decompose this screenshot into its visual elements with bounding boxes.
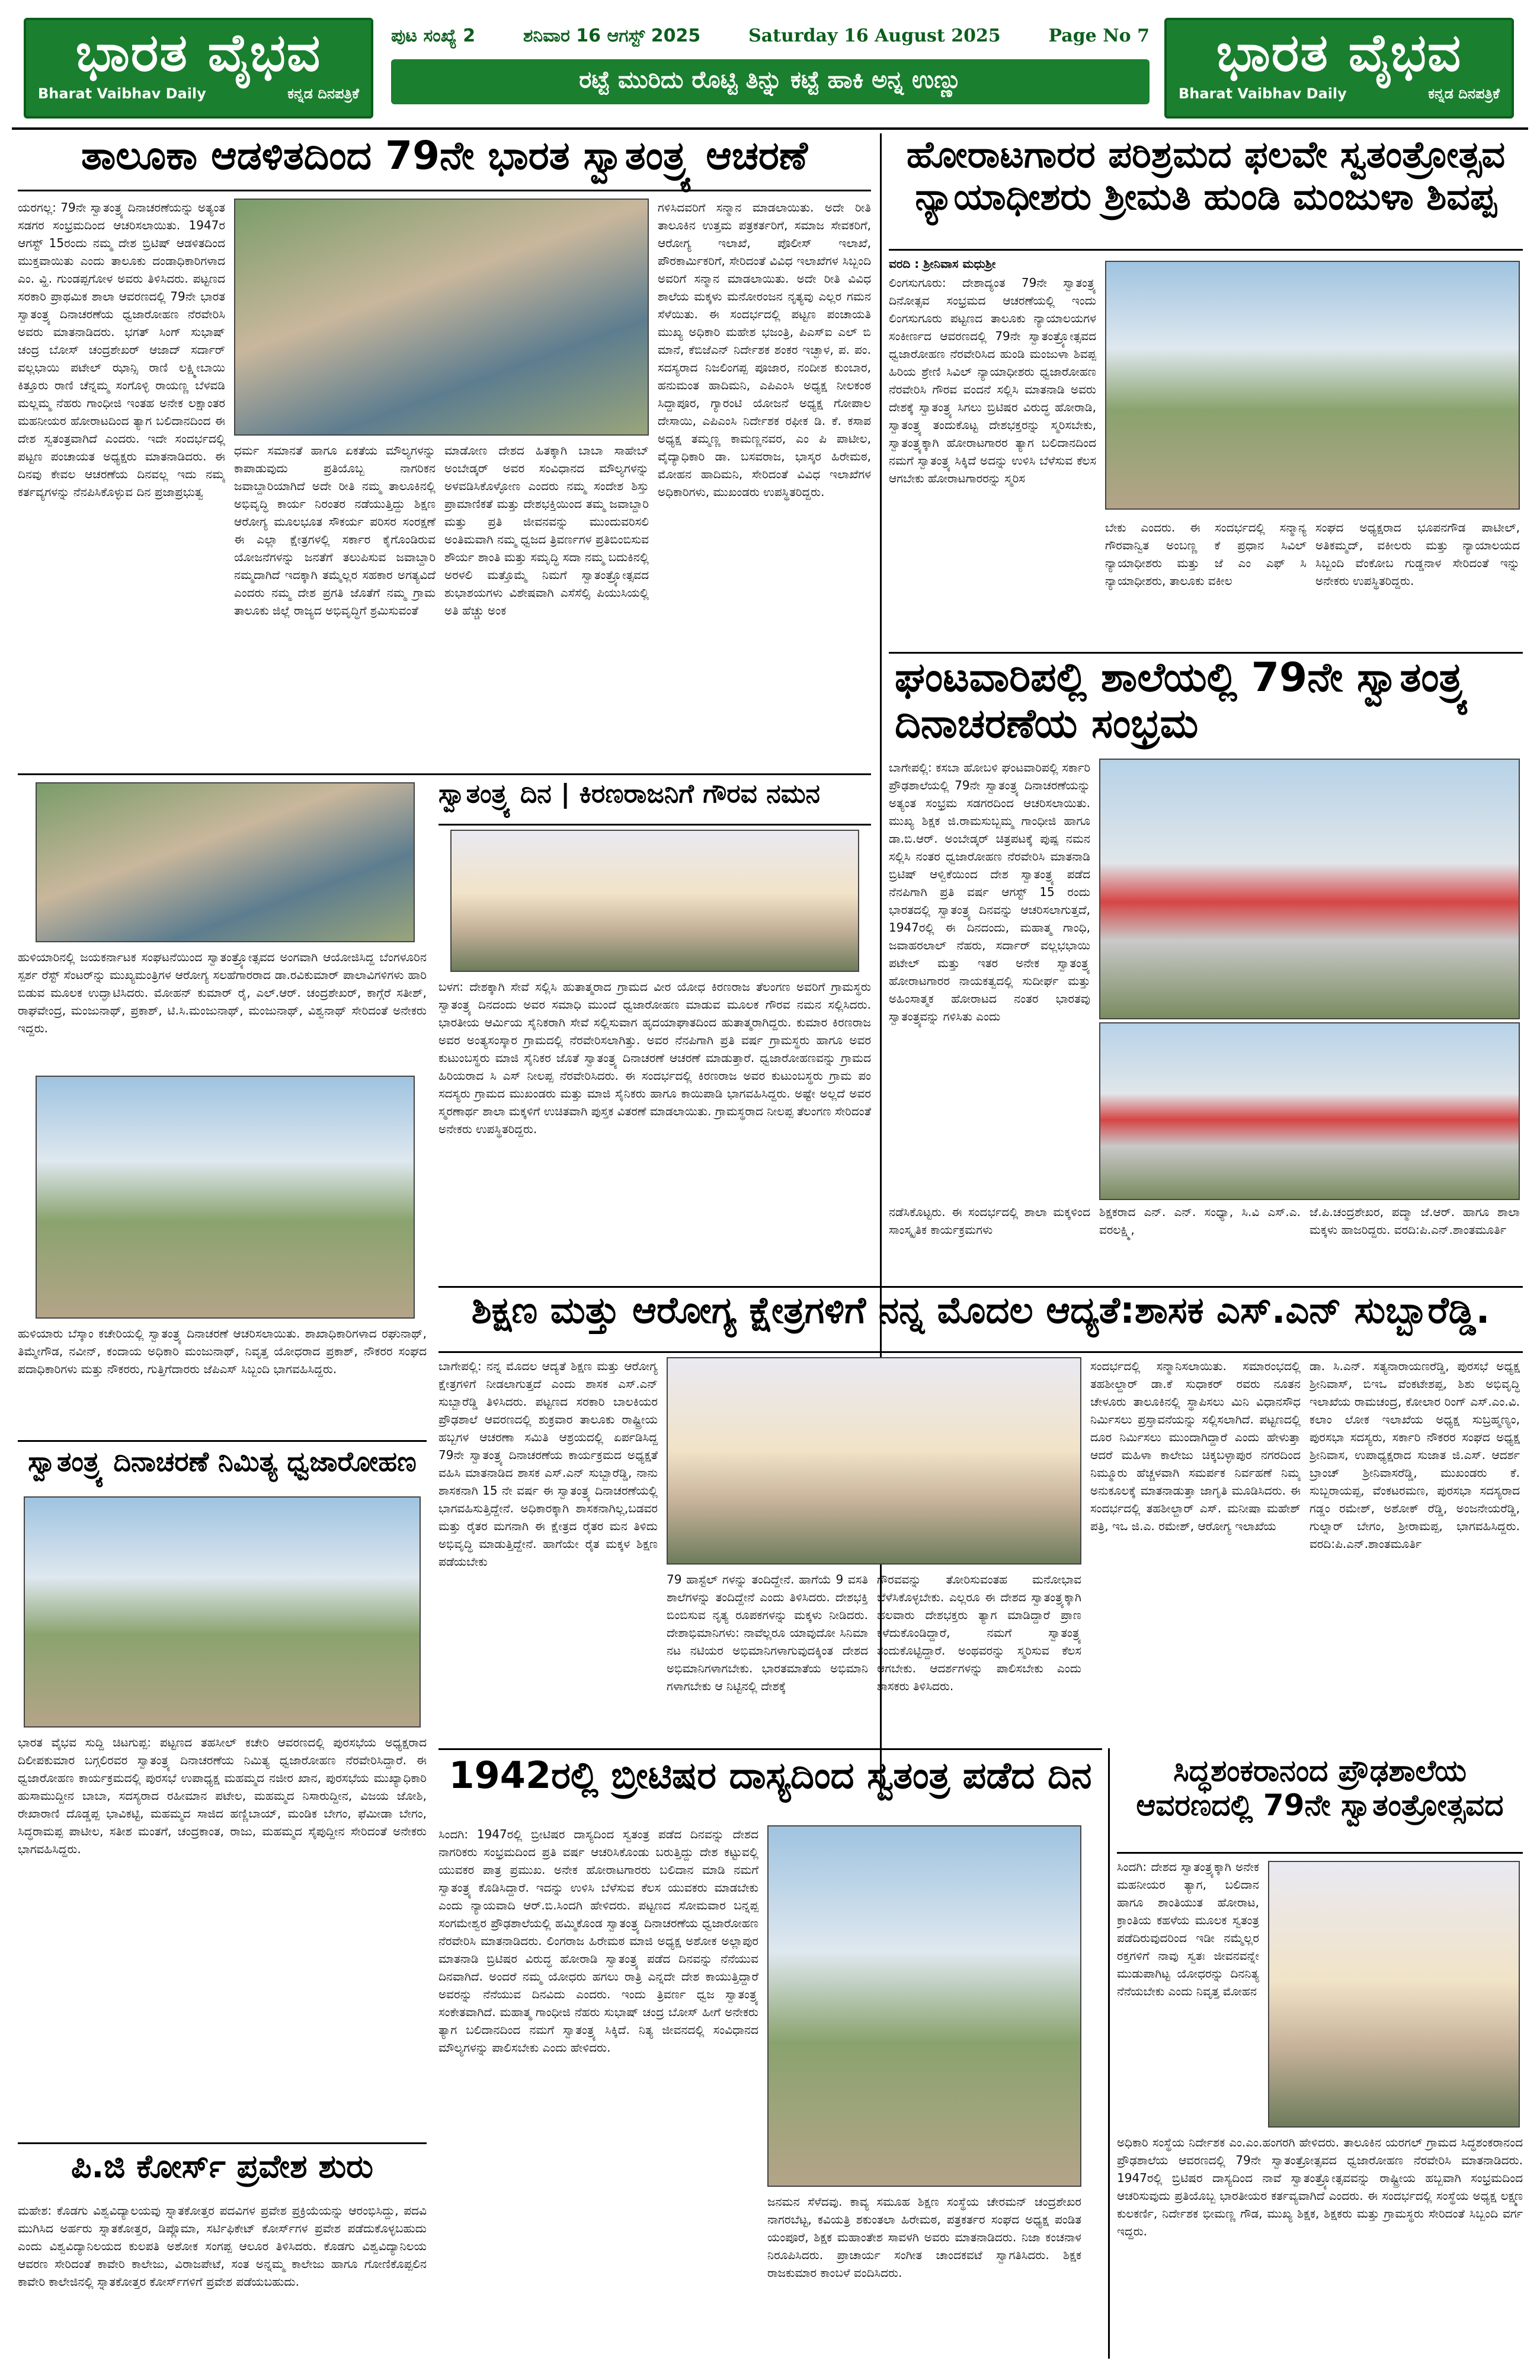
judge-col1: ಲಿಂಗಸುಗೂರು: ದೇಶಾದ್ಯಂತ 79ನೇ ಸ್ವಾತಂತ್ರ್ಯ ದಿನೋತ್ಸವ ಸಂಭ್ರಮದ ಆಚರಣೆಯಲ್ಲಿ ಇಂದು ಲಿಂಗಸುಗೂರು ಪಟ್ಟಣದ ತಾಲೂಕು ನ್ಯಾಯಾಲಯಗಳ ಸಂಕೀರ್ಣದ ಆವರಣದಲ್ಲಿ 79ನೇ ಸ್ವಾತಂತ್ರ್ಯೋತ್ಸವದ ಧ್ವಜಾರೋಹಣ ನೆರವೇರಿಸಿದ ಹುಂಡಿ ಮಂಜುಳಾ ಶಿವಪ್ಪ ಹಿರಿಯ ಶ್ರೇಣಿ ಸಿವಿಲ್ ನ್ಯಾಯಾಧೀಶರು ಧ್ವಜಾರೋಹಣ ನೆರವೇರಿಸಿ ಗೌರವ ವಂದನೆ ಸಲ್ಲಿಸಿ ಮಾತನಾಡಿ ಅವರು ದೇಶಕ್ಕೆ ಸ್ವಾತಂತ್ರ್ಯ ಸಿಗಲು ಬ್ರಿಟಿಷರ ವಿರುದ್ಧ ಹೋರಾಡಿ, ಸ್ವಾತಂತ್ರ್ಯ ತಂದುಕೊಟ್ಟ ದೇಶಭಕ್ತರನ್ನು ಸ್ಮರಿಸಬೇಕು, ಸ್ವಾತಂತ್ರ್ಯಕ್ಕಾಗಿ ಹೋರಾಟಗಾರರ ತ್ಯಾಗ ಬಲಿದಾನದಿಂದ ನಮಗೆ ಸ್ವಾತಂತ್ರ್ಯ ಸಿಕ್ಕಿದೆ ಅದನ್ನು ಉಳಿಸಿ ಬೆಳೆಸುವ ಕೆಲಸ ಆಗಬೇಕು ಹೋರಾಟಗಾರರನ್ನು ಸ್ಮರಿಸ	[889, 276, 1096, 485]
ghanta-rule-top	[889, 652, 1523, 654]
column-divider-2	[1108, 1748, 1110, 2359]
date-kannada: ಶನಿವಾರ 16 ಆಗಸ್ಟ್ 2025	[523, 25, 701, 46]
subbareddy-headline: ಶಿಕ್ಷಣ ಮತ್ತು ಆರೋಗ್ಯ ಕ್ಷೇತ್ರಗಳಿಗೆ ನನ್ನ ಮೊದಲ ಆದ್ಯತೆ:ಶಾಸಕ ಎಸ್.ಎನ್ ಸುಬ್ಬಾರೆಡ್ಡಿ.	[471, 1288, 1490, 1332]
subbareddy-col1: ಬಾಗೇಪಲ್ಲಿ: ನನ್ನ ಮೊದಲ ಆದ್ಯತೆ ಶಿಕ್ಷಣ ಮತ್ತು ಆರೋಗ್ಯ ಕ್ಷೇತ್ರಗಳಿಗೆ ನೀಡಲಾಗುತ್ತದೆ ಎಂದು ಶಾಸಕ ಎಸ್.ಎನ್ ಸುಬ್ಬಾರೆಡ್ಡಿ ತಿಳಿಸಿದರು. ಪಟ್ಟಣದ ಸರಕಾರಿ ಬಾಲಕಿಯರ ಪ್ರೌಢಶಾಲೆ ಆವರಣದಲ್ಲಿ ಶುಕ್ರವಾರ ತಾಲೂಕು ರಾಷ್ಟ್ರೀಯ ಹಬ್ಬಗಳ ಆಚರಣಾ ಸಮಿತಿ ಆಶ್ರಯದಲ್ಲಿ ಏರ್ಪಡಿಸಿದ್ದ 79ನೇ ಸ್ವಾತಂತ್ರ್ಯ ದಿನಾಚರಣೆಯ ಕಾರ್ಯಕ್ರಮದ ಅಧ್ಯಕ್ಷತೆ ವಹಿಸಿ ಮಾತನಾಡಿದ ಶಾಸಕ ಎಸ್.ಎನ್ ಸುಬ್ಬಾರೆಡ್ಡಿ, ನಾನು ಶಾಸಕನಾಗಿ 15 ನೇ ವರ್ಷ ಈ ಸ್ವಾತಂತ್ರ್ಯ ದಿನಾಚರಣೆಯಲ್ಲಿ ಭಾಗವಹಿಸುತ್ತಿದ್ದೇನೆ. ಅಧಿಕಾರಕ್ಕಾಗಿ ಶಾಸಕನಾಗಿಲ್ಲ,ಬಡವರ ಮತ್ತು ರೈತರ ಮಗನಾಗಿ ಈ ಕ್ಷೇತ್ರದ ರೈತರ ಮನ ತಿಳಿದು ಅಭಿವೃದ್ಧಿ ಮಾಡುತ್ತಿದ್ದೇನೆ. ಹಾಗೆಯೇ ರೈತ ಮಕ್ಕಳ ಶಿಕ್ಷಣ ಪಡೆಯಬೇಕು	[438, 1359, 658, 1569]
taluk-headline: ತಾಲೂಕಾ ಆಡಳಿತದಿಂದ 79ನೇ ಭಾರತ ಸ್ವಾತಂತ್ರ್ಯ ಆಚರಣೆ	[81, 133, 808, 178]
jaikarnataka-photo	[36, 782, 415, 942]
subbareddy-col3: ಸಂದರ್ಭದಲ್ಲಿ ಸನ್ಮಾನಿಸಲಾಯಿತು. ಸಮಾರಂಭದಲ್ಲಿ ತಹಶೀಲ್ದಾರ್ ಡಾ.ಕೆ ಸುಧಾಕರ್ ರವರು ನೂತನ ಚೇಳೂರು ತಾಲೂಕಿನಲ್ಲಿ ಸ್ಥಾಪಿಸಲು ಮಿನಿ ವಿಧಾನಸೌಧ ನಿರ್ಮಿಸಲು ಪ್ರಸ್ತಾವನೆಯನ್ನು ಸಲ್ಲಿಸಲಾಗಿದೆ. ಪಟ್ಟಣದಲ್ಲಿ ದೂರ ನಿರ್ಮಿಸಲು ಮುಂದಾಗಿದ್ದಾರೆ ಎಂದು ಹೇಳುತ್ತಾ ಆದರೆ ಮಹಿಳಾ ಕಾಲೇಜು ಚಿಕ್ಕಬಳ್ಳಾಪುರ ನಗರದಿಂದ ನಿಮ್ಮೂರು ಹೆಚ್ಚಳವಾಗಿ ಸಮರ್ಪಕ ನಿರ್ವಹಣೆ ನಿಮ್ಮ ಅನುಕೂಲಕ್ಕೆ ಮಾತನಾಡುತ್ತಾ ಜಾಗೃತಿ ಮೂಡಿಸಿದರು. ಈ ಸಂದರ್ಭದಲ್ಲಿ ತಹಶೀಲ್ದಾರ್ ಎಸ್. ಮನೀಷಾ ಮಹೇಶ್ ಪತ್ರಿ, ಇಒ ಜಿ.ಎ. ರಮೇಶ್, ಆರೋಗ್ಯ ಇಲಾಖೆಯ	[1090, 1359, 1301, 1533]
subbareddy-rule	[438, 1351, 1523, 1353]
siddhashankara-col1: ಸಿಂದಗಿ: ದೇಶದ ಸ್ವಾತಂತ್ರ್ಯಕ್ಕಾಗಿ ಅನೇಕ ಮಹನೀಯರ ತ್ಯಾಗ, ಬಲಿದಾನ ಹಾಗೂ ಶಾಂತಿಯುತ ಹೋರಾಟ, ಕ್ರಾಂತಿಯ ಕಹಳೆಯ ಮೂಲಕ ಸ್ವತಂತ್ರ ಪಡೆದಿರುವುದರಿಂದ ಇಡೀ ನಮ್ಮೆಲ್ಲರ ರಕ್ತಗಳಿಗೆ ನಾವು ಸ್ವತಃ ಜೀವನವನ್ನೇ ಮುಡುಪಾಗಿಟ್ಟ ಯೋಧರನ್ನು ದಿನನಿತ್ಯ ನೆನೆಯಬೇಕು ಎಂದು ನಿವೃತ್ತ ಮೋಹನ	[1117, 1860, 1259, 1998]
judge-col2: ಬೇಕು ಎಂದರು. ಈ ಸಂದರ್ಭದಲ್ಲಿ ಸನ್ಮಾನ್ಯ ಗೌರವಾನ್ವಿತ ಅಂಬಣ್ಣ ಕೆ ಪ್ರಧಾನ ಸಿವಿಲ್ ನ್ಯಾಯಾಧೀಶರು ಮತ್ತು ಜೆ ಎಂ ಎಫ್ ಸಿ ನ್ಯಾಯಾಧೀಶರು, ತಾಲೂಕು ವಕೀಲ	[1105, 520, 1307, 588]
siddhashankara-headline: ಸಿದ್ಧಶಂಕರಾನಂದ ಪ್ರೌಢಶಾಲೆಯ ಆವರಣದಲ್ಲಿ 79ನೇ ಸ್ವಾತಂತ್ರೋತ್ಸವದ	[1136, 1754, 1504, 1822]
bescom-caption: ಹುಳಿಯಾರು ಬೆಸ್ಕಾಂ ಕಚೇರಿಯಲ್ಲಿ ಸ್ವಾತಂತ್ರ್ಯ ದಿನಾಚರಣೆ ಆಚರಿಸಲಾಯಿತು. ಶಾಖಾಧಿಕಾರಿಗಳಾದ ರಘುನಾಥ್, ತಿಮ್ಮೇಗೌಡ, ನವೀನ್, ಕಂದಾಯ ಅಧಿಕಾರಿ ಮಂಜುನಾಥ್, ನಿವೃತ್ತ ಯೋಧರಾದ ಪ್ರಕಾಶ್, ನೌಕರರ ಸಂಘದ ಪದಾಧಿಕಾರಿಗಳು ಮತ್ತು ನೌಕರರು, ಗುತ್ತಿಗೆದಾರರು ಜೆಪಿಎಸ್ ಸಿಬ್ಬಂದಿ ಭಾಗವಹಿಸಿದ್ದರು.	[18, 1326, 427, 1376]
taluk-col1: ಯರಗಲ್ಲ: 79ನೇ ಸ್ವಾತಂತ್ರ್ಯ ದಿನಾಚರಣೆಯನ್ನು ಅತ್ಯಂತ ಸಡಗರ ಸಂಭ್ರಮದಿಂದ ಆಚರಿಸಲಾಯಿತು. 1947ರ ಆಗಸ್ಟ್ 15ರಂದು ನಮ್ಮ ದೇಶ ಬ್ರಿಟಿಷ್ ಆಡಳಿತದಿಂದ ಮುಕ್ತವಾಯಿತು ಎಂದು ತಾಲೂಕು ದಂಡಾಧಿಕಾರಿಗಳಾದ ಎಂ. ವ್ಹಿ. ಗುಂಡಪ್ಪಗೋಳ ಅವರು ತಿಳಿಸಿದರು. ಪಟ್ಟಣದ ಸರಕಾರಿ ಪ್ರಾಥಮಿಕ ಶಾಲಾ ಆವರಣದಲ್ಲಿ 79ನೇ ಭಾರತ ಸ್ವಾತಂತ್ರ್ಯ ದಿನಾಚರಣೆಯ ಧ್ವಜಾರೋಹಣ ನೆರವೇರಿಸಿ ಅವರು ಮಾತನಾಡಿದರು. ಭಗತ್ ಸಿಂಗ್ ಸುಭಾಷ್ ಚಂದ್ರ ಬೋಸ್ ಚಂದ್ರಶೇಖರ್ ಆಜಾದ್ ಸರ್ದಾರ್ ವಲ್ಲಭಾಯಿ ಪಟೇಲ್ ಝಾನ್ಸಿ ರಾಣಿ ಲಕ್ಷ್ಮೀಬಾಯಿ ಕಿತ್ತೂರು ರಾಣಿ ಚೆನ್ನಮ್ಮ ಸಂಗೊಳ್ಳಿ ರಾಯಣ್ಣ ಬೆಳವಡಿ ಮಲ್ಲಮ್ಮ ನೆಹರು ಗಾಂಧೀಜಿ ಇಂತಹ ಅನೇಕ ಲಕ್ಷಾಂತರ ಮಹನೀಯರ ಹೋರಾಟದಿಂದ ತ್ಯಾಗ ಬಲಿದಾನದಿಂದ ಈ ದೇಶ ಸ್ವತಂತ್ರವಾಗಿದೆ ಎಂದರು. ಇದೇ ಸಂದರ್ಭದಲ್ಲಿ ಪಟ್ಟಣ ಪಂಚಾಯತ ಅಧ್ಯಕ್ಷರು ಮಾತನಾಡಿದರು. ಈ ದಿನವು ಕೇವಲ ಆಚರಣೆಯ ದಿನವಲ್ಲ ಇದು ನಮ್ಮ ಕರ್ತವ್ಯಗಳನ್ನು ನೆನಪಿಸಿಕೊಳ್ಳುವ ದಿನ ಪ್ರಜಾಪ್ರಭುತ್ವ	[18, 200, 225, 499]
mid-rule	[18, 773, 871, 775]
ghanta-headline: ಘಂಟವಾರಿಪಲ್ಲಿ ಶಾಲೆಯಲ್ಲಿ 79ನೇ ಸ್ವಾತಂತ್ರ್ಯ ದಿನಾಚರಣೆಯ ಸಂಭ್ರಮ	[895, 654, 1469, 748]
taluk-rule	[18, 190, 871, 191]
dateline	[391, 18, 1150, 53]
karanaraja-headline: ಸ್ವಾತಂತ್ರ್ಯ ದಿನ | ಕಿರಣರಾಜನಿಗೆ ಗೌರವ ನಮನ	[438, 779, 821, 809]
masthead-subtitle-kn-right: ಕನ್ನಡ ದಿನಪತ್ರಿಕೆ	[1428, 85, 1500, 102]
taluk-col4: ಗಳಿಸಿದವರಿಗೆ ಸನ್ಮಾನ ಮಾಡಲಾಯಿತು. ಅದೇ ರೀತಿ ತಾಲೂಕಿನ ಉತ್ತಮ ಪತ್ರಕರ್ತರಿಗೆ, ಸಮಾಜ ಸೇವಕರಿಗೆ, ಆರೋಗ್ಯ ಇಲಾಖೆ, ಪೊಲೀಸ್ ಇಲಾಖೆ, ಪೌರಕಾರ್ಮಿಕರಿಗೆ, ಸೇರಿದಂತೆ ವಿವಿಧ ಇಲಾಖೆಗಳ ಸಿಬ್ಬಂದಿ ಅವರಿಗೆ ಸನ್ಮಾನ ಮಾಡಲಾಯಿತು. ಅದೇ ರೀತಿ ವಿವಿಧ ಶಾಲೆಯ ಮಕ್ಕಳು ಮನೋರಂಜನ ನೃತ್ಯವು ಎಲ್ಲರ ಗಮನ ಸೆಳೆಯಿತು. ಈ ಸಂದರ್ಭದಲ್ಲಿ ಪಟ್ಟಣ ಪಂಚಾಯತಿ ಮುಖ್ಯ ಅಧಿಕಾರಿ ಮಹೇಶ ಭಜಂತ್ರಿ, ಪಿಎಸ್ಐ ಎಲ್ ಬಿ ಮಾನೆ, ಕೆಬಿಜೆಎನ್ ನಿರ್ದೇಶಕ ಶಂಕರ ಇಚ್ಛಾಳ, ಪ. ಪಂ. ಸದಸ್ಯರಾದ ನಿಜಲಿಂಗಪ್ಪ ಪೂಜಾರ, ನಂದೀಶ ಕುಂಬಾರ, ಹನುಮಂತ ಹಾದಿಮನಿ, ಎಪಿಎಂಸಿ ಅಧ್ಯಕ್ಷ ನೀಲಕಂಠ ಸಿದ್ದಾಪೂರ, ಗ್ಯಾರಂಟಿ ಯೋಜನೆ ಅಧ್ಯಕ್ಷ ಗೋಪಾಲ ದೇಸಾಯಿ, ಎಪಿಎಂಸಿ ನಿರ್ದೇಶಕ ರಫೀಕ ಡಿ. ಕೆ. ಕಸಾಪ ಅಧ್ಯಕ್ಷ ತಮ್ಮಣ್ಣ ಕಾಮಣ್ಣನವರ, ಎಂ ಪಿ ಪಾಟೀಲ, ವೈದ್ಯಾಧಿಕಾರಿ ಡಾ. ಬಸವರಾಜ, ಭಾಸ್ಕರ ಹಿರೇಮಠ, ಮೋಹನ ಹಾದಿಮನಿ, ಸೇರಿದಂತೆ ವಿವಿಧ ಇಲಾಖೆಗಳ ಅಧಿಕಾರಿಗಳು, ಮುಖಂಡರು ಉಪಸ್ಥಿತರಿದ್ದರು.	[658, 200, 871, 499]
siddhashankara-col2: ಅಧಿಕಾರಿ ಸಂಸ್ಥೆಯ ನಿರ್ದೇಶಕ ಎಂ.ಎಂ.ಹಂಗರಗಿ ಹೇಳಿದರು. ತಾಲೂಕಿನ ಯರಗಲ್ ಗ್ರಾಮದ ಸಿದ್ಧಶಂಕರಾನಂದ ಪ್ರೌಢಶಾಲೆಯ ಆವರಣದಲ್ಲಿ 79ನೇ ಸ್ವಾತಂತ್ರೋತ್ಸವದ ಧ್ವಜಾರೋಹಣ ನೆರವೇರಿಸಿ ಮಾತನಾಡಿದರು. 1947ರಲ್ಲಿ ಬ್ರಿಟಿಷರ ದಾಸ್ಯದಿಂದ ನಾವೆ ಸ್ವಾತಂತ್ರ್ಯೋತ್ಸವವನ್ನು ರಾಷ್ಟ್ರೀಯ ಹಬ್ಬವಾಗಿ ಸಂಭ್ರಮದಿಂದ ಆಚರಿಸುವುದು ಪ್ರತಿಯೊಬ್ಬ ಭಾರತೀಯರ ಕರ್ತವ್ಯವಾಗಿದೆ ಎಂದರು. ಈ ಸಂದರ್ಭದಲ್ಲಿ ಸಂಸ್ಥೆಯ ಅಧ್ಯಕ್ಷ ಲಕ್ಷ್ಮಣ ಕುಲಕರ್ಣಿ, ನಿರ್ದೇಶಕ ಭೀಮಣ್ಣ ಗೌಡ, ಮುಖ್ಯ ಶಿಕ್ಷಕ, ಶಿಕ್ಷಕರು ಮತ್ತು ಗ್ರಾಮಸ್ಥರು ಸೇರಿದಂತೆ ಸಿಬ್ಬಂದಿ ವರ್ಗ ಇದ್ದರು.	[1117, 2135, 1523, 2238]
taluk-crowd-photo	[234, 199, 649, 436]
taluk-col3: ಮಾಡೋಣ ದೇಶದ ಹಿತಕ್ಕಾಗಿ ಬಾಬಾ ಸಾಹೇಬ್ ಅಂಬೇಡ್ಕರ್ ಅವರ ಸಂವಿಧಾನದ ಮೌಲ್ಯಗಳನ್ನು ಅಳವಡಿಸಿಕೊಳ್ಳೋಣ ಎಂದರು ನಮ್ಮ ಸಂದೇಶ ಶಿಸ್ತು ಪ್ರಾಮಾಣಿಕತೆ ಮತ್ತು ದೇಶಭಕ್ತಿಯಿಂದ ತಮ್ಮ ಜವಾಬ್ದಾರಿ ಮತ್ತು ಪ್ರತಿ ಜೀವನವನ್ನು ಮುಂದುವರಿಸಲಿ ಅಂತಿಮವಾಗಿ ನಮ್ಮ ಧ್ವಜದ ತ್ರಿವರ್ಣಗಳ ಪ್ರತಿಬಿಂಬಿಸುವ ಶೌರ್ಯ ಶಾಂತಿ ಮತ್ತು ಸಮೃದ್ಧಿ ಸದಾ ನಮ್ಮ ಬದುಕಿನಲ್ಲಿ ಅರಳಲಿ ಮತ್ತೊಮ್ಮೆ ನಿಮಗೆ ಸ್ವಾತಂತ್ರ್ಯೋತ್ಸವದ ಶುಭಾಶಯಗಳು ವಿಶೇಷವಾಗಿ ಎಸೆಸೆಲ್ಸಿ ಪಿಯುಸಿಯಲ್ಲಿ ಅತಿ ಹೆಚ್ಚು ಅಂಕ	[444, 443, 649, 618]
pg-body: ಮಹೇಶ: ಕೊಡಗು ವಿಶ್ವವಿದ್ಯಾಲಯವು ಸ್ನಾತಕೋತ್ತರ ಪದವಿಗಳ ಪ್ರವೇಶ ಪ್ರಕ್ರಿಯೆಯನ್ನು ಆರಂಭಿಸಿದ್ದು, ಪದವಿ ಮುಗಿಸಿದ ಅರ್ಹರು ಸ್ನಾತಕೋತ್ತರ, ಡಿಪ್ಲೊಮಾ, ಸರ್ಟಿಫಿಕೇಟ್ ಕೋರ್ಸ್‌ಗಳ ಪ್ರವೇಶ ಪಡೆದುಕೊಳ್ಳಬಹುದು ಎಂದು ವಿಶ್ವವಿದ್ಯಾನಿಲಯದ ಕುಲಪತಿ ಅಶೋಕ ಸಂಗಪ್ಪ ಆಲೂರ ತಿಳಿಸಿದರು. ಕೊಡಗು ವಿಶ್ವವಿದ್ಯಾನಿಲಯ ಆವರಣ ಸೇರಿದಂತೆ ಕಾವೇರಿ ಕಾಲೇಜು, ವಿರಾಜಪೇಟೆ, ಸಂತ ಅನ್ನಮ್ಮ ಕಾಲೇಜು ಹಾಗೂ ಗೋಣಿಕೊಪ್ಪಲಿನ ಕಾವೇರಿ ಕಾಲೇಜಿನಲ್ಲಿ ಸ್ನಾತಕೋತ್ತರ ಕೋರ್ಸ್‌ಗಳಿಗೆ ಪ್ರವೇಶ ಪಡೆಯಬಹುದು.	[18, 2203, 427, 2289]
slogan-band: ರಟ್ಟೆ ಮುರಿದು ರೊಟ್ಟಿ ತಿನ್ನು ಕಟ್ಟೆ ಹಾಕಿ ಅನ್ನ ಉಣ್ಣು	[391, 59, 1150, 104]
masthead-right	[1164, 18, 1514, 119]
bescom-photo	[36, 1076, 415, 1319]
karanaraja-photo	[450, 830, 859, 972]
british-school-photo	[767, 1825, 1081, 2187]
british-col2: ಜನಮನ ಸೆಳೆದವು. ಕಾವ್ಯ ಸಮೂಹ ಶಿಕ್ಷಣ ಸಂಸ್ಥೆಯ ಚೇರಮನ್ ಚಂದ್ರಶೇಖರ ನಾಗರಬೆಟ್ಟ, ಕವಿಯತ್ರಿ ಶಕುಂತಲಾ ಹಿರೇಮಠ, ಪತ್ರಕರ್ತರ ಸಂಘದ ಅಧ್ಯಕ್ಷ ಪಂಡಿತ ಯಂಪೂರೆ, ಶಿಕ್ಷಕ ಮಹಾಂತೇಶ ಸಾವಳಗಿ ಅವರು ಮಾತನಾಡಿದರು. ನಿಜಾ ಕಂಚನಾಳ ನಿರೂಪಿಸಿದರು. ಪ್ರಾಚಾರ್ಯ ಸಂಗೀತ ಚಾಂದಕವಟೆ ಸ್ವಾಗತಿಸಿದರು. ಶಿಕ್ಷಕ ರಾಜಕುಮಾರ ಕಾಂಬಳೆ ವಂದಿಸಿದರು.	[767, 2195, 1081, 2280]
masthead-title: ಭಾರತ ವೈಭವ	[75, 22, 322, 83]
masthead-subtitle-right	[1167, 85, 1512, 102]
ghanta-col1: ಬಾಗೇಪಲ್ಲಿ: ಕಸಬಾ ಹೋಬಳಿ ಘಂಟವಾರಿಪಲ್ಲಿ ಸರ್ಕಾರಿ ಪ್ರೌಢಶಾಲೆಯಲ್ಲಿ 79ನೇ ಸ್ವಾತಂತ್ರ್ಯ ದಿನಾಚರಣೆಯನ್ನು ಅತ್ಯಂತ ಸಂಭ್ರಮ ಸಡಗರದಿಂದ ಆಚರಿಸಲಾಯಿತು. ಮುಖ್ಯ ಶಿಕ್ಷಕ ಜಿ.ರಾಮಸುಬ್ಬಮ್ಮ ಗಾಂಧೀಜಿ ಹಾಗೂ ಡಾ.ಬಿ.ಆರ್. ಅಂಬೇಡ್ಕರ್ ಚಿತ್ರಪಟಕ್ಕೆ ಪುಷ್ಪ ನಮನ ಸಲ್ಲಿಸಿ ನಂತರ ಧ್ವಜಾರೋಹಣ ನೆರವೇರಿಸಿ ಮಾತನಾಡಿ ಬ್ರಿಟಿಷ್ ಆಳ್ವಿಕೆಯಿಂದ ದೇಶ ಸ್ವಾತಂತ್ರ್ಯ ಪಡೆದ ನೆನಪಿಗಾಗಿ ಪ್ರತಿ ವರ್ಷ ಆಗಸ್ಟ್ 15 ರಂದು ಭಾರತದಲ್ಲಿ ಸ್ವಾತಂತ್ರ್ಯ ದಿನವನ್ನು ಆಚರಿಸಲಾಗುತ್ತದೆ, 1947ರಲ್ಲಿ ಈ ದಿನದಂದು, ಮಹಾತ್ಮ ಗಾಂಧಿ, ಜವಾಹರಲಾಲ್ ನೆಹರು, ಸರ್ದಾರ್ ವಲ್ಲಭಭಾಯಿ ಪಟೇಲ್ ಮತ್ತು ಇತರ ಅನೇಕ ಸ್ವಾತಂತ್ರ್ಯ ಹೋರಾಟಗಾರರ ನಾಯಕತ್ವದಲ್ಲಿ ಸುದೀರ್ಘ ಮತ್ತು ಅಹಿಂಸಾತ್ಮಕ ಹೋರಾಟದ ನಂತರ ಭಾರತವು ಸ್ವಾತಂತ್ರ್ಯವನ್ನು ಗಳಿಸಿತು ಎಂದು	[889, 760, 1090, 1023]
date-english: Saturday 16 August 2025	[748, 25, 1001, 46]
subbareddy-col2a: 79 ಹಾಸ್ಟೆಲ್ ಗಳನ್ನು ತಂದಿದ್ದೇನೆ. ಹಾಗೆಯೆ 9 ವಸತಿ ಶಾಲೆಗಳನ್ನು ತಂದಿದ್ದೇನೆ ಎಂದು ತಿಳಿಸಿದರು. ದೇಶಭಕ್ತಿ ಬಿಂಬಿಸುವ ನೃತ್ಯ ರೂಪಕಗಳನ್ನು ಮಕ್ಕಳು ನೀಡಿದರು. ದೇಶಾಭಿಮಾನಿಗಳು: ನಾವೆಲ್ಲರೂ ಯಾವುದೋ ಸಿನಿಮಾ ನಟ ನಟಿಯರ ಅಭಿಮಾನಿಗಳಾಗುವುದಕ್ಕಿಂತ ದೇಶದ ಅಭಿಮಾನಿಗಳಾಗಬೇಕು. ಭಾರತಮಾತೆಯ ಅಭಿಮಾನಿ ಗಳಾಗಬೇಕು ಆ ನಿಟ್ಟಿನಲ್ಲಿ ದೇಶಕ್ಕೆ	[667, 1572, 868, 1693]
masthead-left	[24, 18, 373, 119]
page-number: Page No 7	[1048, 25, 1150, 46]
british-col1: ಸಿಂದಗಿ: 1947ರಲ್ಲಿ ಬ್ರೀಟಿಷರ ದಾಸ್ಯದಿಂದ ಸ್ವತಂತ್ರ ಪಡೆದ ದಿನವನ್ನು ದೇಶದ ನಾಗರಿಕರು ಸಂಭ್ರಮದಿಂದ ಪ್ರತಿ ವರ್ಷ ಆಚರಿಸಿಕೊಂಡು ಬರುತ್ತಿದ್ದು ದೇಶ ಕಟ್ಟುವಲ್ಲಿ ಯುವಕರ ಪಾತ್ರ ಪ್ರಮುಖ. ಅನೇಕ ಹೋರಾಟಗಾರರು ಬಲಿದಾನ ಮಾಡಿ ನಮಗೆ ಸ್ವಾತಂತ್ರ್ಯ ಕೊಡಿಸಿದ್ದಾರೆ. ಇದನ್ನು ಉಳಿಸಿ ಬೆಳೆಸುವ ಕೆಲಸ ಯುವಕರು ಮಾಡಬೇಕು ಎಂದು ನ್ಯಾಯವಾದಿ ಆರ್.ಬಿ.ಸಿಂದಗಿ ಹೇಳಿದರು. ಪಟ್ಟಣದ ಸೋಮವಾರ ಬನ್ನಪ್ಪ ಸಂಗಮೇಶ್ವರ ಪ್ರೌಢಶಾಲೆಯಲ್ಲಿ ಹಮ್ಮಿಕೊಂಡ ಸ್ವಾತಂತ್ರ್ಯ ದಿನಾಚರಣೆಯ ಧ್ವಜಾರೋಹಣ ನೆರವೇರಿಸಿ ಮಾತನಾಡಿದರು. ಲಿಂಗರಾಜ ಹಿರೇಮಠ ಮಾಜಿ ಅಧ್ಯಕ್ಷ ಅಶೋಕ ಅಲ್ಲಾಪುರ ಮಾತನಾಡಿ ಬ್ರಿಟಿಷರ ವಿರುದ್ಧ ಹೋರಾಡಿ ಸ್ವಾತಂತ್ರ್ಯ ಪಡೆದ ದಿನವನ್ನು ನೆನೆಯುವ ದಿನವಾಗಿದೆ. ಅಂದರೆ ನಮ್ಮ ಯೋಧರು ಹಗಲು ರಾತ್ರಿ ಎನ್ನದೇ ದೇಶ ಕಾಯುತ್ತಿದ್ದಾರೆ ಅವರನ್ನು ನೆನೆಯುವ ದಿನವಿದು ಎಂದರು. ಇಂದು ತ್ರಿವರ್ಣ ಧ್ವಜ ಸ್ವಾತಂತ್ರ್ಯ ಸಂಕೇತವಾಗಿದೆ. ಮಹಾತ್ಮ ಗಾಂಧೀಜಿ ನೆಹರು ಸುಭಾಷ್ ಚಂದ್ರ ಬೋಸ್ ಹೀಗೆ ಅನೇಕರು ತ್ಯಾಗ ಬಲಿದಾನದಿಂದ ನಮಗೆ ಸ್ವಾತಂತ್ರ್ಯ ಸಿಕ್ಕಿದೆ. ನಿತ್ಯ ಜೀವನದಲ್ಲಿ ಸಂವಿಧಾನದ ಮೌಲ್ಯಗಳನ್ನು ಪಾಲಿಸಬೇಕು ಎಂದು ಹೇಳಿದರು.	[438, 1827, 758, 2055]
ghanta-students-photo	[1099, 1022, 1520, 1200]
masthead-rule	[12, 127, 1528, 130]
dhwaja-photo	[24, 1496, 421, 1728]
jaikarnataka-caption: ಹುಳಿಯಾರಿನಲ್ಲಿ ಜಯಕರ್ನಾಟಕ ಸಂಘಟನೆಯಿಂದ ಸ್ವಾತಂತ್ರ್ಯೋತ್ಸವದ ಅಂಗವಾಗಿ ಆಯೋಜಿಸಿದ್ದ ಬೆಂಗಳೂರಿನ ಸ್ಪರ್ಶ ರೆಸ್ಟ್ ಸೆಂಟರ್‌ನ್ನು ಮುಖ್ಯಮಂತ್ರಿಗಳ ಆರೋಗ್ಯ ಸಲಹೆಗಾರರಾದ ಡಾ.ರವಿಕುಮಾರ್ ಪಾಲಾವಿಗಳಿಗಳು ಹಾರಿ ಬಿಡುವ ಮೂಲಕ ಉದ್ಘಾಟಿಸಿದರು. ಮೋಹನ್ ಕುಮಾರ್ ರೈ, ಎಲ್.ಆರ್. ಚಂದ್ರಶೇಖರ್, ಕಾಗ್ಗೆರೆ ಸತೀಶ್, ರಾಘವೇಂದ್ರ, ಮಂಜುನಾಥ್, ಪ್ರಕಾಶ್, ಟಿ.ಸಿ.ಮಂಜುನಾಥ್, ಮಂಜುನಾಥ್, ವಿಶ್ವನಾಥ್ ಸೇರಿದಂತೆ ಅನೇಕರು ಇದ್ದರು.	[18, 950, 427, 1035]
karanaraja-body: ಬಳಗ: ದೇಶಕ್ಕಾಗಿ ಸೇವೆ ಸಲ್ಲಿಸಿ ಹುತಾತ್ಮರಾದ ಗ್ರಾಮದ ವೀರ ಯೋಧ ಕಿರಣರಾಜ ತೆಲಂಗಣ ಅವರಿಗೆ ಗ್ರಾಮಸ್ಥರು ಸ್ವಾತಂತ್ರ್ಯ ದಿನದಂದು ಅವರ ಸಮಾಧಿ ಮುಂದೆ ಧ್ವಜಾರೋಹಣ ಮಾಡುವ ಮೂಲಕ ಗೌರವ ನಮನ ಸಲ್ಲಿಸಿದರು. ಭಾರತೀಯ ಆರ್ಮಿಯ ಸೈನಿಕರಾಗಿ ಸೇವೆ ಸಲ್ಲಿಸುವಾಗ ಹೃದಯಾಘಾತದಿಂದ ಹುತಾತ್ಮರಾಗಿದ್ದರು. ಕುಮಾರ ಕಿರಣರಾಜ ಅವರ ಅಂತ್ಯಸಂಸ್ಕಾರ ಗ್ರಾಮದಲ್ಲಿ ನೆರವೇರಿಸಲಾಗಿತ್ತು. ಅವರ ನೆನಪಿಗಾಗಿ ಪ್ರತಿ ವರ್ಷ ಗ್ರಾಮಸ್ಥರು ಹಾಗೂ ಅವರ ಕುಟುಂಬಸ್ಥರು ಮಾಜಿ ಸೈನಿಕರ ಜೊತೆ ಸ್ವಾತಂತ್ರ್ಯ ದಿನಾಚರಣೆ ಆಚರಣೆ ಮಾಡುತ್ತಾರೆ. ಧ್ವಜಾರೋಹಣವನ್ನು ಗ್ರಾಮದ ಹಿರಿಯರಾದ ಸಿ ಎಸ್ ನೀಲಪ್ಪ ನೆರವೇರಿಸಿದರು. ಈ ಸಂದರ್ಭದಲ್ಲಿ ಕಿರಣರಾಜ ಅವರ ಕುಟುಂಬಸ್ಥರು ಗ್ರಾಮ ಪಂ ಸದಸ್ಯರು ಗ್ರಾಮದ ಮುಖಂಡರು ಮತ್ತು ಮಾಜಿ ಸೈನಿಕರು ಹಾಗೂ ಕಾಯಿಪಾಡಿ ಭಾಗವಹಿಸಿದ್ದರು. ಅಷ್ಟೇ ಅಲ್ಲದೆ ಅವರ ಸ್ಮರಣಾರ್ಥ ಶಾಲಾ ಮಕ್ಕಳಿಗೆ ಉಚಿತವಾಗಿ ಪುಸ್ತಕ ವಿತರಣೆ ಮಾಡಲಾಯಿತು. ಗ್ರಾಮಸ್ಥರಾದ ನೀಲಪ್ಪ ತೆಲಂಗಣ ಸೇರಿದಂತೆ ಅನೇಕರು ಉಪಸ್ಥಿತರಿದ್ದರು.	[438, 980, 871, 1136]
karanaraja-rule	[438, 824, 871, 826]
dhwaja-headline: ಸ್ವಾತಂತ್ರ್ಯ ದಿನಾಚರಣೆ ನಿಮಿತ್ಯ ಧ್ವಜಾರೋಹಣ	[28, 1445, 417, 1477]
subbareddy-col2b: ಗೌರವವನ್ನು ತೋರಿಸುವಂತಹ ಮನೋಭಾವ ಬೆಳೆಸಿಕೊಳ್ಳಬೇಕು. ಎಲ್ಲರೂ ಈ ದೇಶದ ಸ್ವಾತಂತ್ರ್ಯಕ್ಕಾಗಿ ಹಲವಾರು ದೇಶಭಕ್ತರು ತ್ಯಾಗ ಮಾಡಿದ್ದಾರೆ ಪ್ರಾಣ ಕಳೆದುಕೊಂಡಿದ್ದಾರೆ, ನಮಗೆ ಸ್ವಾತಂತ್ರ್ಯ ತಂದುಕೊಟ್ಟಿದ್ದಾರೆ. ಅಂಥವರನ್ನು ಸ್ಮರಿಸುವ ಕೆಲಸ ಆಗಬೇಕು. ಆದರ್ಶಗಳನ್ನು ಪಾಲಿಸಬೇಕು ಎಂದು ಶಾಸಕರು ತಿಳಿಸಿದರು.	[877, 1572, 1081, 1693]
judge-col3: ಸಂಘದ ಅಧ್ಯಕ್ಷರಾದ ಭೂಪನಗೌಡ ಪಾಟೀಲ್, ಅತಿಕಮ್ಮದ್, ವಕೀಲರು ಮತ್ತು ನ್ಯಾಯಾಲಯದ ಸಿಬ್ಬಂದಿ ವೆಂಕೋಬ ಗುಡ್ಡನಾಳ ಸೇರಿದಂತೆ ಇನ್ನು ಅನೇಕರು ಉಪಸ್ಥಿತರಿದ್ದರು.	[1315, 520, 1520, 588]
ghanta-staff-photo	[1099, 759, 1520, 1019]
dhwaja-caption: ಭಾರತ ವೈಭವ ಸುದ್ದಿ ಚಿಟಗುಪ್ಪ: ಪಟ್ಟಣದ ತಹಸೀಲ್ ಕಚೇರಿ ಆವರಣದಲ್ಲಿ ಪುರಸಭೆಯ ಅಧ್ಯಕ್ಷರಾದ ದಿಲೀಪಕುಮಾರ ಬಗ್ಗಲಿರವರ ಸ್ವಾತಂತ್ರ್ಯ ದಿನಾಚರಣೆಯ ನಿಮಿತ್ಯ ಧ್ವಜಾರೋಹಣ ನೆರವೇರಿಸಿದ್ದಾರೆ. ಈ ಧ್ವಜಾರೋಹಣ ಕಾರ್ಯಕ್ರಮದಲ್ಲಿ ಪುರಸಭೆ ಉಪಾಧ್ಯಕ್ಷ ಮಹಮ್ಮದ ನಜೀರ ಖಾನ, ಪುರಸಭೆಯ ಮುಖ್ಯಾಧಿಕಾರಿ ಹುಸಾಮುದ್ದೀನ ಬಾಬಾ, ಸದಸ್ಯರಾದ ರಹೀಮಾನ ಪಟೇಲ, ಮಹಮ್ಮದ ನಿಸಾರುದ್ದೀನ, ವಿಜಯ ಜೋಶಿ, ರೇಖಾರಾಣಿ ದೊಡ್ಡಪ್ಪ ಭಾವಿಕಟ್ಟಿ, ಮಹಮ್ಮದ ಸಾಜಿದ ಹಣ್ಣಿಬಾಯ್, ಮಂಡಿಕ ಬೇಗಂ, ಫೆಮೀಡಾ ಬೇಗಂ, ಸಿದ್ಧರಾಮಪ್ಪ ಪಾಟೀಲ, ಸತೀಶ ಮಂತಗೆ, ಚಂದ್ರಕಾಂತ, ರಾಜು, ಮಹಮ್ಮದ ಸೈಪುದ್ದೀನ ಸೇರಿದಂತೆ ಅನೇಕರು ಭಾಗವಹಿಸಿದ್ದರು.	[18, 1735, 427, 1856]
masthead-title-right: ಭಾರತ ವೈಭವ	[1216, 22, 1462, 83]
masthead-subtitle	[26, 85, 371, 102]
issue-number: ಪುಟ ಸಂಖ್ಯೆ 2	[391, 25, 476, 46]
masthead-subtitle-en: Bharat Vaibhav Daily	[38, 85, 206, 102]
subbareddy-col4: ಡಾ. ಸಿ.ಎನ್. ಸತ್ಯನಾರಾಯಣರೆಡ್ಡಿ, ಪುರಸಭೆ ಅಧ್ಯಕ್ಷ ಶ್ರೀನಿವಾಸ್, ಬಿಇಒ ವೆಂಕಟೇಶಪ್ಪ, ಶಿಶು ಅಭಿವೃದ್ಧಿ ಇಲಾಖೆಯ ರಾಮಚಂದ್ರ, ಕೋಲಾರ ರಿಂಗ್ ಎಸ್.ಎಂ.ವಿ. ಕಲಾಂ ಲೋಕ ಇಲಾಖೆಯ ಅಧ್ಯಕ್ಷ ಸುಬ್ರಹ್ಮಣ್ಯಂ, ಪುರಸಭಾ ಸದಸ್ಯರು, ಸರ್ಕಾರಿ ನೌಕರರ ಸಂಘದ ಅಧ್ಯಕ್ಷ ಶ್ರೀನಿವಾಸ, ಉಪಾಧ್ಯಕ್ಷರಾದ ಸುಜಾತ ಜಿ.ಎಸ್. ಆದರ್ಶ ಬ್ರಾಂಚ್ ಶ್ರೀನಿವಾಸರೆಡ್ಡಿ, ಮುಖಂಡರು ಕೆ. ಸುಬ್ಬರಾಯಪ್ಪ, ವೆಂಕಟರಮಣ, ಪುರಸಭಾ ಸದಸ್ಯರಾದ ಗಡ್ಡಂ ರಮೇಶ್, ಅಶೋಕ್ ರೆಡ್ಡಿ, ಅಂಜನೇಯರೆಡ್ಡಿ, ಗುಲ್ನಾರ್ ಬೇಗಂ, ಶ್ರೀರಾಮಪ್ಪ, ಭಾಗವಹಿಸಿದ್ದರು. ವರದಿ:ಪಿ.ಎನ್.ಶಾಂತಮೂರ್ತಿ	[1310, 1359, 1520, 1551]
british-rule-top	[438, 1748, 1102, 1750]
siddhashankara-photo	[1268, 1861, 1520, 2128]
court-building-photo	[1105, 261, 1520, 510]
judge-byline: ವರದಿ : ಶ್ರೀನಿವಾಸ ಮಧುಶ್ರೀ	[889, 257, 996, 271]
judge-rule	[889, 249, 1523, 251]
masthead-subtitle-kn: ಕನ್ನಡ ದಿನಪತ್ರಿಕೆ	[287, 85, 359, 102]
subbareddy-rule-top	[438, 1286, 1523, 1288]
ghanta-caption1: ನಡೆಸಿಕೊಟ್ಟರು. ಈ ಸಂದರ್ಭದಲ್ಲಿ ಶಾಲಾ ಮಕ್ಕಳಿಂದ ಸಾಂಸ್ಕೃತಿಕ ಕಾರ್ಯಕ್ರಮಗಳು	[889, 1205, 1090, 1237]
siddhashankara-rule	[1117, 1852, 1523, 1854]
pg-rule-top	[18, 2142, 427, 2144]
dhwaja-rule-top	[18, 1440, 427, 1442]
judge-headline: ಹೋರಾಟಗಾರರ ಪರಿಶ್ರಮದ ಫಲವೇ ಸ್ವತಂತ್ರೋತ್ಸವ ನ್ಯಾಯಾಧೀಶರು ಶ್ರೀಮತಿ ಹುಂಡಿ ಮಂಜುಳಾ ಶಿವಪ್ಪ	[906, 133, 1506, 219]
ghanta-caption2: ಶಿಕ್ಷಕರಾದ ಎನ್. ಎನ್. ಸಂಧ್ಯಾ, ಸಿ.ವಿ ಎಸ್.ಎ. ವರಲಕ್ಷ್ಮಿ,	[1099, 1205, 1301, 1237]
pg-headline: ಪಿ.ಜಿ ಕೋರ್ಸ್ ಪ್ರವೇಶ ಶುರು	[71, 2148, 373, 2185]
british-headline: 1942ರಲ್ಲಿ ಬ್ರೀಟಿಷರ ದಾಸ್ಯದಿಂದ ಸ್ವತಂತ್ರ ಪಡೆದ ದಿನ	[449, 1754, 1092, 1797]
taluk-col2: ಧರ್ಮ ಸಮಾನತೆ ಹಾಗೂ ಏಕತೆಯ ಮೌಲ್ಯಗಳನ್ನು ಕಾಪಾಡುವುದು ಪ್ರತಿಯೊಬ್ಬ ನಾಗರಿಕನ ಜವಾಬ್ದಾರಿಯಾಗಿದೆ ಅದೇ ರೀತಿ ನಮ್ಮ ತಾಲೂಕಿನಲ್ಲಿ ಅಭಿವೃದ್ಧಿ ಕಾರ್ಯ ನಿರಂತರ ನಡೆಯುತ್ತಿದ್ದು ಶಿಕ್ಷಣ ಆರೋಗ್ಯ ಮೂಲಭೂತ ಸೌಕರ್ಯ ಪರಿಸರ ಸಂರಕ್ಷಣೆ ಈ ಎಲ್ಲಾ ಕ್ಷೇತ್ರಗಳಲ್ಲಿ ಸರ್ಕಾರ ಕೈಗೊಂಡಿರುವ ಯೋಜನೆಗಳನ್ನು ಜನತೆಗೆ ತಲುಪಿಸುವ ಜವಾಬ್ದಾರಿ ನಮ್ಮದಾಗಿದೆ ಇದಕ್ಕಾಗಿ ತಮ್ಮೆಲ್ಲರ ಸಹಕಾರ ಅಗತ್ಯವಿದೆ ಎಂದರು ನಮ್ಮ ದೇಶ ಪ್ರಗತಿ ಜೊತೆಗೆ ನಮ್ಮ ಗ್ರಾಮ ತಾಲೂಕು ಜಿಲ್ಲೆ ರಾಜ್ಯದ ಅಭಿವೃದ್ಧಿಗೆ ಶ್ರಮಿಸುವಂತೆ	[234, 443, 436, 618]
masthead-subtitle-en-right: Bharat Vaibhav Daily	[1179, 85, 1347, 102]
ghanta-caption3: ಜೆ.ಪಿ.ಚಂದ್ರಶೇಖರ, ಪದ್ಮಾ ಜೆ.ಆರ್. ಹಾಗೂ ಶಾಲಾ ಮಕ್ಕಳು ಹಾಜರಿದ್ದರು. ವರದಿ:ಪಿ.ಎನ್.ಶಾಂತಮೂರ್ತಿ	[1310, 1205, 1520, 1237]
subbareddy-stage-photo	[667, 1357, 1081, 1565]
